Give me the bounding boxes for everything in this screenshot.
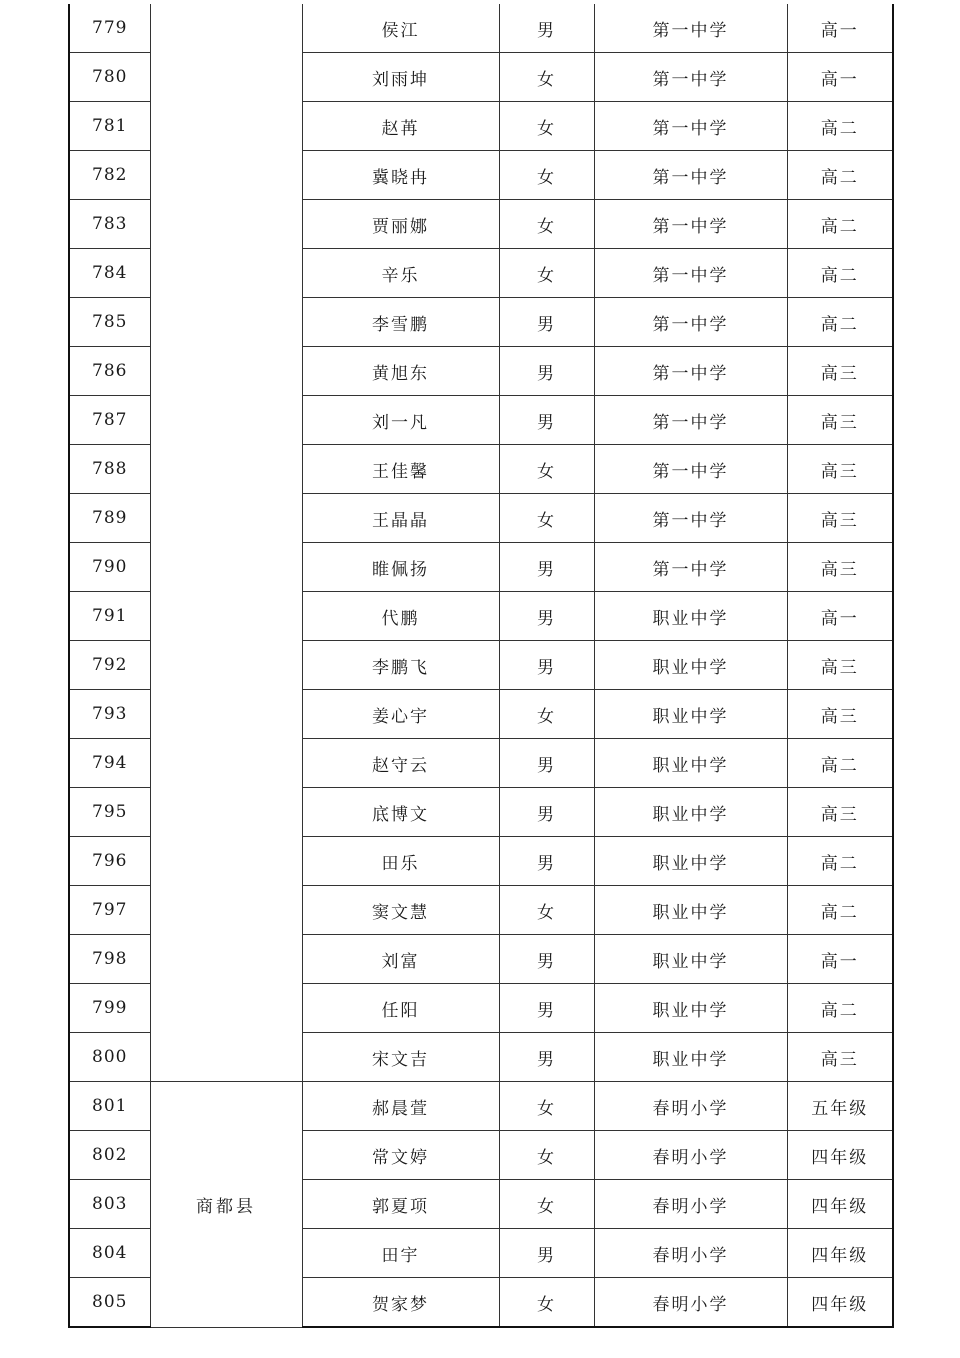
school-cell: 职业中学 bbox=[594, 1033, 787, 1082]
student-name-cell: 郝晨萱 bbox=[302, 1082, 499, 1131]
school-cell: 春明小学 bbox=[594, 1229, 787, 1278]
school-cell: 职业中学 bbox=[594, 788, 787, 837]
student-name-cell: 辛乐 bbox=[302, 249, 499, 298]
row-number-cell: 803 bbox=[69, 1180, 150, 1229]
student-name-cell: 底博文 bbox=[302, 788, 499, 837]
grade-cell: 四年级 bbox=[787, 1229, 893, 1278]
gender-cell: 女 bbox=[499, 53, 594, 102]
school-cell: 第一中学 bbox=[594, 298, 787, 347]
row-number-cell: 779 bbox=[69, 4, 150, 53]
gender-cell: 男 bbox=[499, 1033, 594, 1082]
row-number-cell: 800 bbox=[69, 1033, 150, 1082]
gender-cell: 男 bbox=[499, 543, 594, 592]
gender-cell: 女 bbox=[499, 1131, 594, 1180]
row-number-cell: 796 bbox=[69, 837, 150, 886]
gender-cell: 女 bbox=[499, 200, 594, 249]
row-number-cell: 790 bbox=[69, 543, 150, 592]
gender-cell: 男 bbox=[499, 935, 594, 984]
school-cell: 第一中学 bbox=[594, 53, 787, 102]
school-cell: 春明小学 bbox=[594, 1082, 787, 1131]
grade-cell: 四年级 bbox=[787, 1180, 893, 1229]
row-number-cell: 802 bbox=[69, 1131, 150, 1180]
school-cell: 职业中学 bbox=[594, 739, 787, 788]
row-number-cell: 784 bbox=[69, 249, 150, 298]
student-name-cell: 宋文吉 bbox=[302, 1033, 499, 1082]
grade-cell: 高二 bbox=[787, 886, 893, 935]
gender-cell: 女 bbox=[499, 1082, 594, 1131]
student-name-cell: 李鹏飞 bbox=[302, 641, 499, 690]
student-name-cell: 田宇 bbox=[302, 1229, 499, 1278]
school-cell: 职业中学 bbox=[594, 690, 787, 739]
gender-cell: 男 bbox=[499, 4, 594, 53]
gender-cell: 男 bbox=[499, 592, 594, 641]
row-number-cell: 794 bbox=[69, 739, 150, 788]
school-cell: 第一中学 bbox=[594, 249, 787, 298]
row-number-cell: 781 bbox=[69, 102, 150, 151]
student-name-cell: 郭夏项 bbox=[302, 1180, 499, 1229]
row-number-cell: 791 bbox=[69, 592, 150, 641]
grade-cell: 高三 bbox=[787, 347, 893, 396]
grade-cell: 高一 bbox=[787, 592, 893, 641]
grade-cell: 高二 bbox=[787, 249, 893, 298]
grade-cell: 四年级 bbox=[787, 1278, 893, 1328]
row-number-cell: 780 bbox=[69, 53, 150, 102]
grade-cell: 高三 bbox=[787, 543, 893, 592]
school-cell: 春明小学 bbox=[594, 1131, 787, 1180]
gender-cell: 女 bbox=[499, 494, 594, 543]
gender-cell: 男 bbox=[499, 298, 594, 347]
student-name-cell: 王晶晶 bbox=[302, 494, 499, 543]
grade-cell: 高三 bbox=[787, 641, 893, 690]
row-number-cell: 785 bbox=[69, 298, 150, 347]
row-number-cell: 782 bbox=[69, 151, 150, 200]
school-cell: 职业中学 bbox=[594, 592, 787, 641]
gender-cell: 男 bbox=[499, 984, 594, 1033]
gender-cell: 女 bbox=[499, 102, 594, 151]
gender-cell: 男 bbox=[499, 739, 594, 788]
gender-cell: 女 bbox=[499, 1278, 594, 1328]
student-name-cell: 赵苒 bbox=[302, 102, 499, 151]
table-row bbox=[69, 4, 893, 53]
grade-cell: 高二 bbox=[787, 200, 893, 249]
school-cell: 第一中学 bbox=[594, 347, 787, 396]
grade-cell: 高三 bbox=[787, 494, 893, 543]
row-number-cell: 798 bbox=[69, 935, 150, 984]
school-cell: 职业中学 bbox=[594, 641, 787, 690]
gender-cell: 男 bbox=[499, 1229, 594, 1278]
row-number-cell: 805 bbox=[69, 1278, 150, 1328]
grade-cell: 五年级 bbox=[787, 1082, 893, 1131]
student-name-cell: 赵守云 bbox=[302, 739, 499, 788]
row-number-cell: 786 bbox=[69, 347, 150, 396]
student-name-cell: 刘雨坤 bbox=[302, 53, 499, 102]
grade-cell: 高一 bbox=[787, 4, 893, 53]
student-name-cell: 王佳馨 bbox=[302, 445, 499, 494]
gender-cell: 男 bbox=[499, 837, 594, 886]
student-name-cell: 贾丽娜 bbox=[302, 200, 499, 249]
school-cell: 职业中学 bbox=[594, 935, 787, 984]
student-name-cell: 代鹏 bbox=[302, 592, 499, 641]
row-number-cell: 787 bbox=[69, 396, 150, 445]
school-cell: 春明小学 bbox=[594, 1278, 787, 1328]
student-list-table bbox=[68, 4, 894, 1328]
gender-cell: 女 bbox=[499, 249, 594, 298]
grade-cell: 高三 bbox=[787, 396, 893, 445]
grade-cell: 高二 bbox=[787, 151, 893, 200]
grade-cell: 高一 bbox=[787, 53, 893, 102]
school-cell: 第一中学 bbox=[594, 200, 787, 249]
student-name-cell: 冀晓冉 bbox=[302, 151, 499, 200]
student-name-cell: 姜心宇 bbox=[302, 690, 499, 739]
row-number-cell: 799 bbox=[69, 984, 150, 1033]
grade-cell: 高三 bbox=[787, 690, 893, 739]
gender-cell: 女 bbox=[499, 886, 594, 935]
table-row bbox=[69, 1082, 893, 1131]
gender-cell: 男 bbox=[499, 347, 594, 396]
row-number-cell: 804 bbox=[69, 1229, 150, 1278]
grade-cell: 高三 bbox=[787, 1033, 893, 1082]
school-cell: 第一中学 bbox=[594, 494, 787, 543]
row-number-cell: 792 bbox=[69, 641, 150, 690]
student-name-cell: 侯江 bbox=[302, 4, 499, 53]
gender-cell: 女 bbox=[499, 1180, 594, 1229]
student-name-cell: 田乐 bbox=[302, 837, 499, 886]
gender-cell: 男 bbox=[499, 396, 594, 445]
gender-cell: 女 bbox=[499, 151, 594, 200]
school-cell: 第一中学 bbox=[594, 4, 787, 53]
row-number-cell: 789 bbox=[69, 494, 150, 543]
grade-cell: 四年级 bbox=[787, 1131, 893, 1180]
grade-cell: 高二 bbox=[787, 298, 893, 347]
student-name-cell: 刘一凡 bbox=[302, 396, 499, 445]
county-cell bbox=[150, 4, 302, 1082]
grade-cell: 高三 bbox=[787, 788, 893, 837]
student-name-cell: 窦文慧 bbox=[302, 886, 499, 935]
grade-cell: 高三 bbox=[787, 445, 893, 494]
school-cell: 职业中学 bbox=[594, 886, 787, 935]
table-body bbox=[69, 4, 893, 1327]
student-name-cell: 常文婷 bbox=[302, 1131, 499, 1180]
gender-cell: 男 bbox=[499, 641, 594, 690]
school-cell: 春明小学 bbox=[594, 1180, 787, 1229]
gender-cell: 女 bbox=[499, 690, 594, 739]
grade-cell: 高二 bbox=[787, 984, 893, 1033]
gender-cell: 女 bbox=[499, 445, 594, 494]
school-cell: 第一中学 bbox=[594, 396, 787, 445]
school-cell: 第一中学 bbox=[594, 102, 787, 151]
grade-cell: 高一 bbox=[787, 935, 893, 984]
school-cell: 职业中学 bbox=[594, 837, 787, 886]
student-name-cell: 黄旭东 bbox=[302, 347, 499, 396]
grade-cell: 高二 bbox=[787, 739, 893, 788]
school-cell: 第一中学 bbox=[594, 543, 787, 592]
school-cell: 职业中学 bbox=[594, 984, 787, 1033]
row-number-cell: 788 bbox=[69, 445, 150, 494]
school-cell: 第一中学 bbox=[594, 445, 787, 494]
row-number-cell: 795 bbox=[69, 788, 150, 837]
county-cell: 商都县 bbox=[150, 1082, 302, 1328]
row-number-cell: 797 bbox=[69, 886, 150, 935]
row-number-cell: 783 bbox=[69, 200, 150, 249]
gender-cell: 男 bbox=[499, 788, 594, 837]
student-name-cell: 睢佩扬 bbox=[302, 543, 499, 592]
row-number-cell: 793 bbox=[69, 690, 150, 739]
student-name-cell: 贺家梦 bbox=[302, 1278, 499, 1328]
row-number-cell: 801 bbox=[69, 1082, 150, 1131]
student-name-cell: 刘富 bbox=[302, 935, 499, 984]
grade-cell: 高二 bbox=[787, 837, 893, 886]
school-cell: 第一中学 bbox=[594, 151, 787, 200]
student-name-cell: 李雪鹏 bbox=[302, 298, 499, 347]
student-name-cell: 任阳 bbox=[302, 984, 499, 1033]
grade-cell: 高二 bbox=[787, 102, 893, 151]
